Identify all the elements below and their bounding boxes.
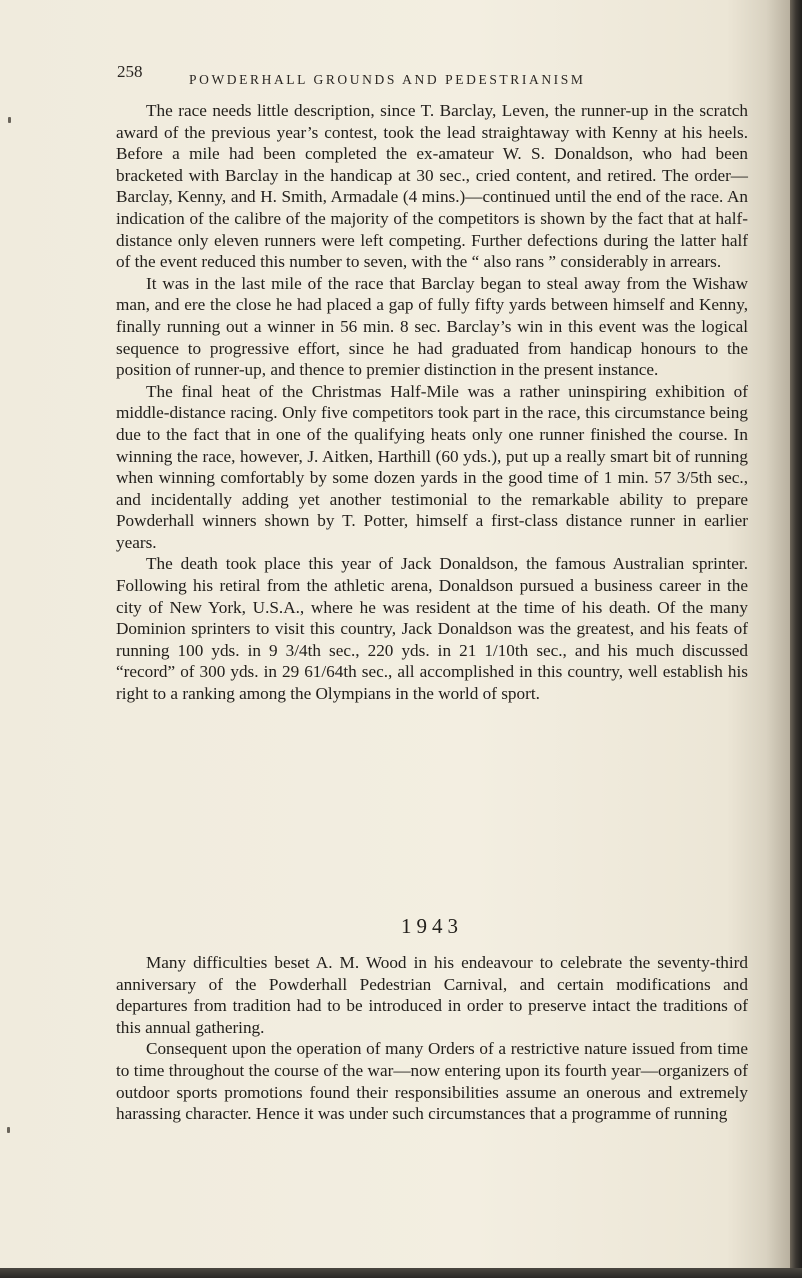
paragraph-half-mile: The final heat of the Christmas Half-Mile was a rather uninspiring exhibition of middle-distance racing. Only five competitors took part in the race, this circumstance being due to the fact that in one of the qualifying heats only one runner finished the course. In winning the race, however, J. Aitken, Harthill (60 yds.), put up a really smart bit of running when winning comfortably by some dozen yards in the good time of 1 min. 57 3/5th sec., and incidentally adding yet another testimonial to the remarkable ability to prepare Powderhall winners shown by T. Potter, himself a first-class distance runner in earlier years.: [116, 381, 748, 552]
book-bottom-edge: [0, 1268, 802, 1278]
paragraph-race-description: The race needs little description, since T. Barclay, Leven, the runner-up in the scratch award of the previous year’s contest, took the lead straightaway with Kenny at his heels. Before a mile had been completed the ex-amateur W. S. Donaldson, who had been bracketed with Barclay in the handicap at 30 sec., cried content, and retired. The order—Barclay, Kenny, and H. Smith, Armadale (4 mins.)—continued until the end of the race. An indication of the calibre of the majority of the competitors is shown by the fact that at half-distance only eleven runners were left competing. Further defections during the latter half of the event reduced this number to seven, with the “ also rans ” considerably in arrears.: [116, 101, 748, 272]
margin-speck: [8, 117, 11, 123]
paragraph-difficulties: Many difficulties beset A. M. Wood in his endeavour to celebrate the seventy-third anniversary of the Powderhall Pedestrian Carnival, and certain modifications and departures from tradition had to be introduced in order to preserve intact the traditions of this annual gathering.: [116, 953, 748, 1037]
body-text-bottom: [116, 952, 748, 1125]
section-heading-year: 1943: [401, 914, 463, 938]
margin-speck: [7, 1127, 10, 1133]
running-head: POWDERHALL GROUNDS AND PEDESTRIANISM: [189, 72, 586, 87]
body-text-top: [116, 100, 748, 705]
paragraph-last-mile: It was in the last mile of the race that Barclay began to steal away from the Wishaw man, and ere the close he had placed a gap of fully fifty yards between himself and Kenny, finally running out a winner in 56 min. 8 sec. Barclay’s win in this event was the logical sequence to progressive effort, since he had graduated from handicap honours to the position of runner-up, and thence to premier distinction in the present instance.: [116, 273, 748, 380]
book-page-edge: [790, 0, 802, 1278]
paragraph-restrictive-orders: Consequent upon the operation of many Orders of a restrictive nature issued from time to time throughout the course of the war—now entering upon its fourth year—organizers of outdoor sports promotions found their responsibilities assume an onerous and extremely harassing character. Hence it was under such circumstances that a programme of running: [116, 1039, 748, 1124]
page-number: 258: [117, 62, 143, 81]
paragraph-donaldson-death: The death took place this year of Jack Donaldson, the famous Australian sprinter. Following his retiral from the athletic arena, Donaldson pursued a business career in the city of New York, U.S.A., where he was resident at the time of his death. Of the many Dominion sprinters to visit this country, Jack Donaldson was the greatest, and his feats of running 100 yds. in 9 3/4th sec., 220 yds. in 21 1/10th sec., and his much discussed “record” of 300 yds. in 29 61/64th sec., all accomplished in this country, well establish his right to a ranking among the Olympians in the world of sport.: [116, 554, 748, 704]
